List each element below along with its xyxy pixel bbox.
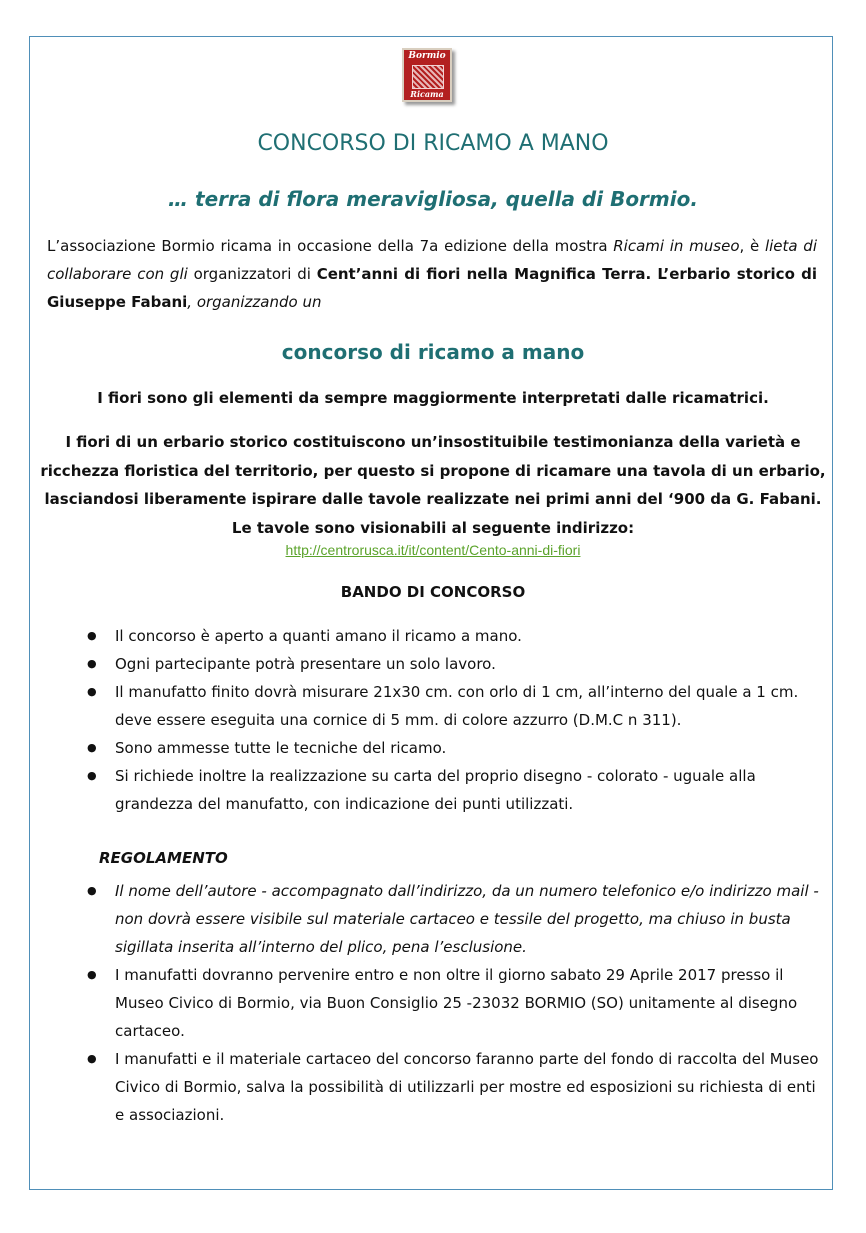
page-title: CONCORSO DI RICAMO A MANO [257, 131, 609, 156]
list-item: ● I manufatti e il materiale cartaceo del concorso faranno parte del fondo di raccolta del Museo Civico di Bormio, salva la possibilità di utilizzarli per mostre ed esposizioni su richiesta di enti e associazioni. [85, 1045, 820, 1129]
bullet-icon: ● [87, 968, 97, 981]
statement-flowers: I fiori sono gli elementi da sempre maggiormente interpretati dalle ricamatrici. [97, 389, 769, 407]
logo-top-text: Bormio [408, 51, 446, 61]
bormio-ricama-logo [402, 48, 452, 102]
list-item: ● Il concorso è aperto a quanti amano il ricamo a mano. [85, 622, 820, 650]
list-item: ● Il manufatto finito dovrà misurare 21x30 cm. con orlo di 1 cm, all’interno del quale a 1 cm. deve essere eseguita una cornice di 5 mm. di colore azzurro (D.M.C n 311). [85, 678, 820, 734]
bullet-icon: ● [87, 685, 97, 698]
herbarium-link[interactable]: http://centrorusca.it/it/content/Cento-anni-di-fiori [285, 542, 581, 558]
intro-paragraph: L’associazione Bormio ricama in occasione della 7a edizione della mostra Ricami in museo, è lieta di collaborare con gli organizzatori di Cent’anni di fiori nella Magnifica Terra. L’erbario storico di Giuseppe Fabani, organizzando un [47, 237, 818, 311]
bullet-icon: ● [87, 741, 97, 754]
regolamento-title: REGOLAMENTO [99, 849, 228, 867]
embroidery-pattern-icon [412, 65, 444, 89]
bullet-icon: ● [87, 629, 97, 642]
bullet-icon: ● [87, 769, 97, 782]
list-item: ● Si richiede inoltre la realizzazione su carta del proprio disegno - colorato - uguale alla grandezza del manufatto, con indicazione dei punti utilizzati. [85, 762, 820, 818]
list-item: ● Sono ammesse tutte le tecniche del ricamo. [85, 734, 820, 762]
list-item: ● Ogni partecipante potrà presentare un solo lavoro. [85, 650, 820, 678]
bullet-icon: ● [87, 884, 97, 897]
bullet-icon: ● [87, 1052, 97, 1065]
logo-bottom-text: Ricama [410, 89, 444, 99]
statement-herbarium: I fiori di un erbario storico costituiscono un’insostituibile testimonianza della varietà e ricchezza floristica del territorio, per questo si propone di ricamare una tavola di un erbario, lasciandosi liberamente ispirare dalle tavole realizzate nei primi anni del ‘900 da G. Fabani. Le tavole sono visionabili al seguente indirizzo: [40, 433, 826, 537]
regolamento-list [85, 877, 820, 1129]
list-item: ● I manufatti dovranno pervenire entro e non oltre il giorno sabato 29 Aprile 2017 presso il Museo Civico di Bormio, via Buon Consiglio 25 -23032 BORMIO (SO) unitamente al disegno cartaceo. [85, 961, 820, 1045]
bando-title: BANDO DI CONCORSO [340, 583, 526, 601]
page-subtitle: … terra di flora meravigliosa, quella di Bormio. [168, 187, 698, 211]
bando-list [85, 622, 820, 818]
section-title: concorso di ricamo a mano [281, 340, 585, 364]
bullet-icon: ● [87, 657, 97, 670]
list-item: ● Il nome dell’autore - accompagnato dall’indirizzo, da un numero telefonico e/o indirizzo mail - non dovrà essere visibile sul materiale cartaceo e tessile del progetto, ma chiuso in busta sigillata inserita all’interno del plico, pena l’esclusione. [85, 877, 820, 961]
